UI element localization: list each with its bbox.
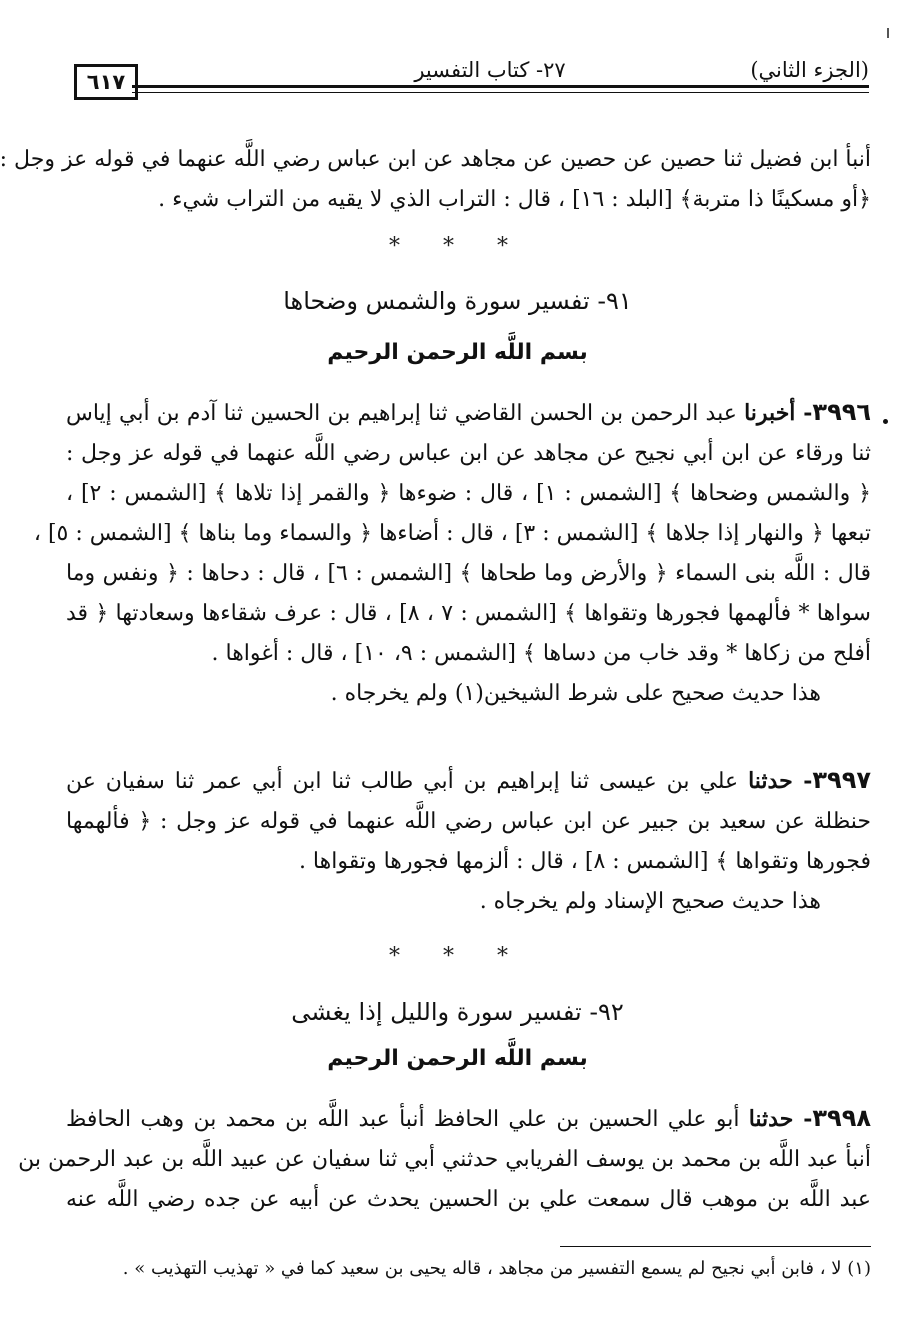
section-separator: * * * [389,944,526,969]
footnote: (١) لا ، فابن أبي نجيح لم يسمع التفسير من مجاهد ، قاله يحيى بن سعيد كما في « تهذيب التهذيب » . [122,1258,871,1279]
hadith-lead: - أخبرنا [744,400,813,426]
basmala: بسم اللَّه الرحمن الرحيم [327,1046,588,1071]
hadith-3998 [18,1098,871,1220]
volume-title: (الجزء الثاني) [750,58,869,82]
hadith-3997 [66,760,871,922]
hadith-text: عبد الرحمن بن الحسن القاضي ثنا إبراهيم بن الحسين ثنا آدم بن أبي إياس [66,401,737,426]
hadith-text: علي بن عيسى ثنا إبراهيم بن أبي طالب ثنا ابن أبي عمر ثنا سفيان عن [66,769,739,794]
hadith-number: ٣٩٩٧ [812,766,871,794]
hadith-text: أبو علي الحسين بن علي الحافظ أنبأ عبد اللَّه بن محمد بن وهب الحافظ [66,1107,740,1132]
text-line [66,1098,871,1140]
hadith-number: ٣٩٩٨ [812,1104,871,1132]
hadith-number: ٣٩٩٦ [812,398,872,426]
text-line: ثنا ورقاء عن ابن أبي نجيح عن مجاهد عن ابن عباس رضي اللَّه عنهما في قوله عز وجل : [66,441,871,466]
header-rule-thin [132,92,869,93]
text-line: عبد اللَّه بن موهب قال سمعت علي بن الحسين يحدث عن أبيه عن جده رضي اللَّه عنه [66,1187,871,1212]
surah-heading-92: ٩٢- تفسير سورة والليل إذا يغشى [291,998,624,1026]
text-line [66,760,871,802]
text-line: أفلح من زكاها * وقد خاب من دساها ﴾ [الشمس : ٩، ١٠] ، قال : أغواها . [211,641,871,666]
text-line: قال : اللَّه بنى السماء ﴿ والأرض وما طحاها ﴾ [الشمس : ٦] ، قال : دحاها : ﴿ ونفس وما [66,561,871,586]
page-header [70,58,869,104]
text-line: سواها * فألهمها فجورها وتقواها ﴾ [الشمس : ٧ ، ٨] ، قال : عرف شقاءها وسعادتها ﴿ قد [66,601,871,626]
hadith-lead: - حدثنا [748,1106,813,1132]
text-line: أنبأ عبد اللَّه بن محمد بن يوسف الفريابي حدثني أبي ثنا سفيان عن عبيد اللَّه بن عبد الرحمن بن [18,1147,871,1172]
text-line: ﴿أو مسكينًا ذا متربة﴾ [البلد : ١٦] ، قال : التراب الذي لا يقيه من التراب شيء . [158,187,871,212]
basmala: بسم اللَّه الرحمن الرحيم [327,340,588,365]
surah-heading-91: ٩١- تفسير سورة والشمس وضحاها [283,287,632,315]
footnote-rule [560,1246,871,1247]
hadith-lead: - حدثنا [748,768,813,794]
hadith-grading: هذا حديث صحيح على شرط الشيخين(١) ولم يخرجاه . [330,681,821,706]
book-title: ٢٧- كتاب التفسير [414,58,566,82]
text-line: تبعها ﴿ والنهار إذا جلاها ﴾ [الشمس : ٣] ، قال : أضاءها ﴿ والسماء وما بناها ﴾ [الشمس : ٥] ، [33,521,871,546]
section-separator: * * * [389,234,526,259]
intro-paragraph [0,140,871,220]
text-line: أنبأ ابن فضيل ثنا حصين عن حصين عن مجاهد عن ابن عباس رضي اللَّه عنهما في قوله عز وجل : [0,147,871,172]
text-line: فجورها وتقواها ﴾ [الشمس : ٨] ، قال : ألزمها فجورها وتقواها . [298,849,871,874]
text-line: حنظلة عن سعيد بن جبير عن ابن عباس رضي اللَّه عنهما في قوله عز وجل : ﴿ فألهمها [66,809,871,834]
page-number: ٦١٧ [74,64,138,100]
margin-dot [883,419,888,424]
header-rule [132,85,869,88]
hadith-grading: هذا حديث صحيح الإسناد ولم يخرجاه . [479,889,821,914]
scan-mark [887,28,889,38]
text-line [66,392,871,434]
hadith-3996 [33,392,872,714]
text-line: ﴿ والشمس وضحاها ﴾ [الشمس : ١] ، قال : ضوءها ﴿ والقمر إذا تلاها ﴾ [الشمس : ٢] ، [66,481,871,506]
